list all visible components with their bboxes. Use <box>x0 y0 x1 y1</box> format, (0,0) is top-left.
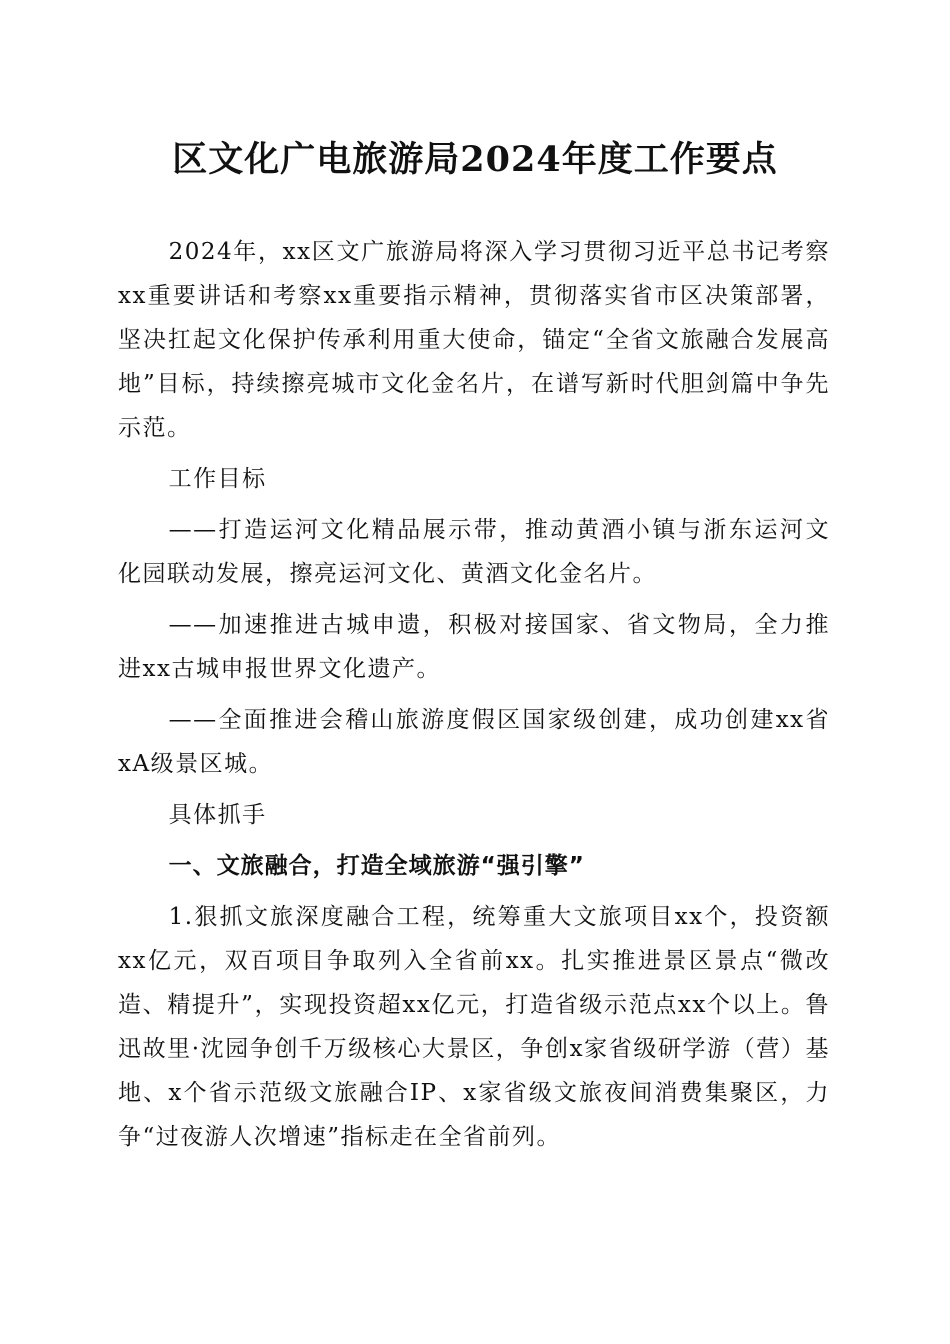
measures-heading: 具体抓手 <box>168 802 267 828</box>
document-title: 区文化广电旅游局2024年度工作要点 <box>172 139 778 180</box>
goal-item: ——全面推进会稽山旅游度假区国家级创建，成功创建xx省xA级景区城。 <box>118 707 830 777</box>
intro-paragraph: 2024年，xx区文广旅游局将深入学习贯彻习近平总书记考察xx重要讲话和考察xx重要指示精神，贯彻落实省市区决策部署，坚决扛起文化保护传承利用重大使命，锚定“全省文旅融合发展高地”目标，持续擦亮城市文化金名片，在谱写新时代胆剑篇中争先示范。 <box>118 239 830 441</box>
goal-item: ——加速推进古城申遗，积极对接国家、省文物局，全力推进xx古城申报世界文化遗产。 <box>118 612 830 682</box>
section-heading: 一、文旅融合，打造全域旅游“强引擎” <box>168 853 585 879</box>
goals-heading: 工作目标 <box>168 466 267 492</box>
document-body <box>118 230 830 1166</box>
section-item: 1.狠抓文旅深度融合工程，统筹重大文旅项目xx个，投资额xx亿元，双百项目争取列入全省前xx。扎实推进景区景点“微改造、精提升”，实现投资超xx亿元，打造省级示范点xx个以上。鲁迅故里·沈园争创千万级核心大景区，争创x家省级研学游（营）基地、x个省示范级文旅融合IP、x家省级文旅夜间消费集聚区，力争“过夜游人次增速”指标走在全省前列。 <box>118 904 830 1150</box>
goal-item: ——打造运河文化精品展示带，推动黄酒小镇与浙东运河文化园联动发展，擦亮运河文化、黄酒文化金名片。 <box>118 517 830 587</box>
